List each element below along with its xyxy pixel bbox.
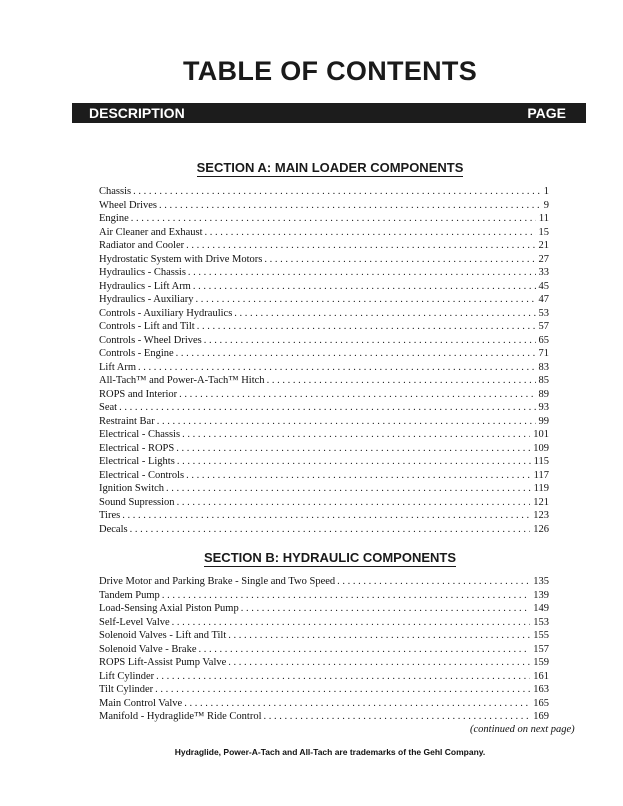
toc-entry-label: Sound Supression <box>99 496 175 508</box>
toc-entry-page: 85 <box>536 374 550 388</box>
dot-leader <box>184 697 530 711</box>
dot-leader <box>204 334 536 348</box>
toc-entry <box>99 683 549 697</box>
toc-entry-page: 27 <box>536 253 550 267</box>
continued-note: (continued on next page) <box>470 724 575 735</box>
toc-entry-label: Self-Level Valve <box>99 616 170 628</box>
toc-entry <box>99 374 549 388</box>
toc-entry-page: 169 <box>530 710 549 724</box>
toc-entry-label: Tires <box>99 510 121 521</box>
toc-entry-page: 155 <box>530 629 549 643</box>
toc-entry-page: 45 <box>536 280 550 294</box>
toc-entry-label: Wheel Drives <box>99 199 158 211</box>
toc-entry-label: Electrical - Chassis <box>99 429 181 440</box>
toc-entry <box>99 469 549 483</box>
dot-leader <box>188 266 536 280</box>
toc-entry-label: Hydraulics - Lift Arm <box>99 280 191 292</box>
toc-entry-page: 47 <box>536 293 550 307</box>
toc-entry <box>99 388 549 402</box>
section-b-title: SECTION B: HYDRAULIC COMPONENTS <box>203 550 457 565</box>
dot-leader <box>122 509 530 523</box>
toc-entry <box>99 347 549 361</box>
toc-entry-label: Engine <box>99 213 129 224</box>
toc-entry <box>99 428 549 442</box>
toc-entry <box>99 212 549 226</box>
dot-leader <box>264 710 531 724</box>
toc-entry <box>99 361 549 375</box>
dot-leader <box>195 293 535 307</box>
toc-entry-label: Electrical - ROPS <box>99 442 175 454</box>
dot-leader <box>197 320 536 334</box>
toc-entry <box>99 629 549 643</box>
dot-leader <box>193 280 536 294</box>
dot-leader <box>119 401 535 415</box>
toc-entry-page: 15 <box>536 226 550 240</box>
dot-leader <box>138 361 535 375</box>
toc-entry <box>99 589 549 603</box>
toc-entry-label: Solenoid Valve - Brake <box>99 643 197 655</box>
toc-entry-page: 117 <box>531 469 549 483</box>
toc-entry-label: ROPS Lift-Assist Pump Valve <box>99 657 227 668</box>
toc-entry <box>99 656 549 670</box>
page-title: TABLE OF CONTENTS <box>182 56 478 86</box>
toc-entry-page: 21 <box>536 239 550 253</box>
toc-entry-page: 65 <box>536 334 550 348</box>
toc-entry-page: 115 <box>531 455 549 469</box>
dot-leader <box>172 616 531 630</box>
toc-entry-page: 109 <box>530 442 549 456</box>
dot-leader <box>228 656 530 670</box>
toc-entry-label: Decals <box>99 523 128 535</box>
toc-entry-page: 121 <box>530 496 549 510</box>
dot-leader <box>186 239 535 253</box>
toc-entry <box>99 670 549 684</box>
dot-leader <box>182 428 530 442</box>
dot-leader <box>267 374 536 388</box>
toc-entry <box>99 710 549 724</box>
dot-leader <box>155 683 530 697</box>
toc-entry-page: 1 <box>541 185 549 199</box>
toc-entry <box>99 442 549 456</box>
toc-entry-label: ROPS and Interior <box>99 388 178 400</box>
toc-entry <box>99 496 549 510</box>
toc-entry-label: Load-Sensing Axial Piston Pump <box>99 603 239 614</box>
toc-entry-page: 149 <box>530 602 549 616</box>
toc-entry <box>99 575 549 589</box>
toc-entry <box>99 455 549 469</box>
toc-entry <box>99 253 549 267</box>
toc-entry <box>99 523 549 537</box>
toc-entry-label: Hydrostatic System with Drive Motors <box>99 253 263 265</box>
toc-entry-page: 163 <box>530 683 549 697</box>
page-column-header: PAGE <box>527 105 566 121</box>
toc-entry-page: 11 <box>536 212 549 226</box>
toc-entry-page: 161 <box>530 670 549 684</box>
toc-entry-page: 71 <box>536 347 550 361</box>
dot-leader <box>131 212 536 226</box>
toc-entry-page: 135 <box>530 575 549 589</box>
dot-leader <box>179 388 535 402</box>
toc-entry-label: Tilt Cylinder <box>99 684 154 695</box>
toc-entry-label: Drive Motor and Parking Brake - Single and Two Speed <box>99 576 336 587</box>
toc-entry-label: Electrical - Lights <box>99 456 175 467</box>
toc-entry <box>99 482 549 496</box>
toc-entry-label: Manifold - Hydraglide™ Ride Control <box>99 711 262 722</box>
toc-entry <box>99 320 549 334</box>
toc-entry-label: Hydraulics - Chassis <box>99 267 186 278</box>
dot-leader <box>199 643 531 657</box>
toc-entry <box>99 307 549 321</box>
toc-entry <box>99 616 549 630</box>
toc-entry-page: 153 <box>530 616 549 630</box>
dot-leader <box>176 442 530 456</box>
toc-entry-page: 165 <box>530 697 549 711</box>
section-a-title: SECTION A: MAIN LOADER COMPONENTS <box>196 160 464 175</box>
toc-entry-page: 119 <box>531 482 549 496</box>
dot-leader <box>176 347 536 361</box>
toc-entry <box>99 280 549 294</box>
toc-entry-page: 83 <box>536 361 550 375</box>
toc-entry-label: Solenoid Valves - Lift and Tilt <box>99 630 227 641</box>
toc-entry-page: 33 <box>536 266 550 280</box>
toc-entry-page: 126 <box>530 523 549 537</box>
toc-entry-label: Hydraulics - Auxiliary <box>99 294 194 305</box>
section-b-entries <box>99 575 549 724</box>
toc-entry <box>99 185 549 199</box>
toc-entry-label: Controls - Engine <box>99 348 174 359</box>
toc-entry-label: Electrical - Controls <box>99 469 185 481</box>
toc-entry <box>99 334 549 348</box>
toc-entry-page: 157 <box>530 643 549 657</box>
column-header-bar <box>72 103 586 123</box>
toc-entry-label: Main Control Valve <box>99 697 183 709</box>
toc-entry <box>99 266 549 280</box>
toc-entry <box>99 401 549 415</box>
toc-entry-label: Radiator and Cooler <box>99 240 185 251</box>
toc-entry <box>99 643 549 657</box>
toc-entry-label: Ignition Switch <box>99 483 165 494</box>
dot-leader <box>234 307 535 321</box>
toc-entry <box>99 293 549 307</box>
toc-entry-page: 139 <box>530 589 549 603</box>
section-a-entries <box>99 185 549 536</box>
toc-entry-label: Lift Arm <box>99 361 137 373</box>
description-column-header: DESCRIPTION <box>89 105 185 121</box>
dot-leader <box>337 575 530 589</box>
toc-entry-page: 57 <box>536 320 550 334</box>
dot-leader <box>162 589 530 603</box>
toc-entry-page: 93 <box>536 401 550 415</box>
dot-leader <box>177 455 531 469</box>
toc-entry-page: 53 <box>536 307 550 321</box>
dot-leader <box>241 602 531 616</box>
toc-entry-label: Seat <box>99 402 118 413</box>
toc-entry <box>99 415 549 429</box>
dot-leader <box>159 199 541 213</box>
dot-leader <box>205 226 536 240</box>
toc-entry-page: 123 <box>530 509 549 523</box>
toc-entry-label: Chassis <box>99 186 132 197</box>
toc-entry-label: Tandem Pump <box>99 589 160 601</box>
toc-entry-label: Restraint Bar <box>99 415 155 427</box>
toc-entry-label: Lift Cylinder <box>99 670 155 682</box>
dot-leader <box>177 496 531 510</box>
toc-entry-page: 9 <box>541 199 549 213</box>
toc-entry-label: Controls - Lift and Tilt <box>99 321 195 332</box>
toc-entry-label: Air Cleaner and Exhaust <box>99 226 203 238</box>
toc-entry-label: Controls - Wheel Drives <box>99 334 202 346</box>
dot-leader <box>157 415 536 429</box>
toc-entry <box>99 239 549 253</box>
toc-entry-page: 89 <box>536 388 550 402</box>
toc-entry <box>99 602 549 616</box>
toc-entry <box>99 226 549 240</box>
toc-entry-label: Controls - Auxiliary Hydraulics <box>99 307 233 319</box>
dot-leader <box>133 185 541 199</box>
dot-leader <box>186 469 530 483</box>
toc-entry <box>99 697 549 711</box>
dot-leader <box>166 482 531 496</box>
toc-entry-page: 101 <box>530 428 549 442</box>
dot-leader <box>130 523 531 537</box>
dot-leader <box>156 670 530 684</box>
toc-entry-page: 159 <box>530 656 549 670</box>
dot-leader <box>264 253 535 267</box>
toc-entry <box>99 509 549 523</box>
toc-entry-label: All-Tach™ and Power-A-Tach™ Hitch <box>99 375 265 386</box>
trademark-footnote: Hydraglide, Power-A-Tach and All-Tach are trademarks of the Gehl Company. <box>174 747 486 757</box>
toc-entry <box>99 199 549 213</box>
dot-leader <box>228 629 530 643</box>
toc-entry-page: 99 <box>536 415 550 429</box>
